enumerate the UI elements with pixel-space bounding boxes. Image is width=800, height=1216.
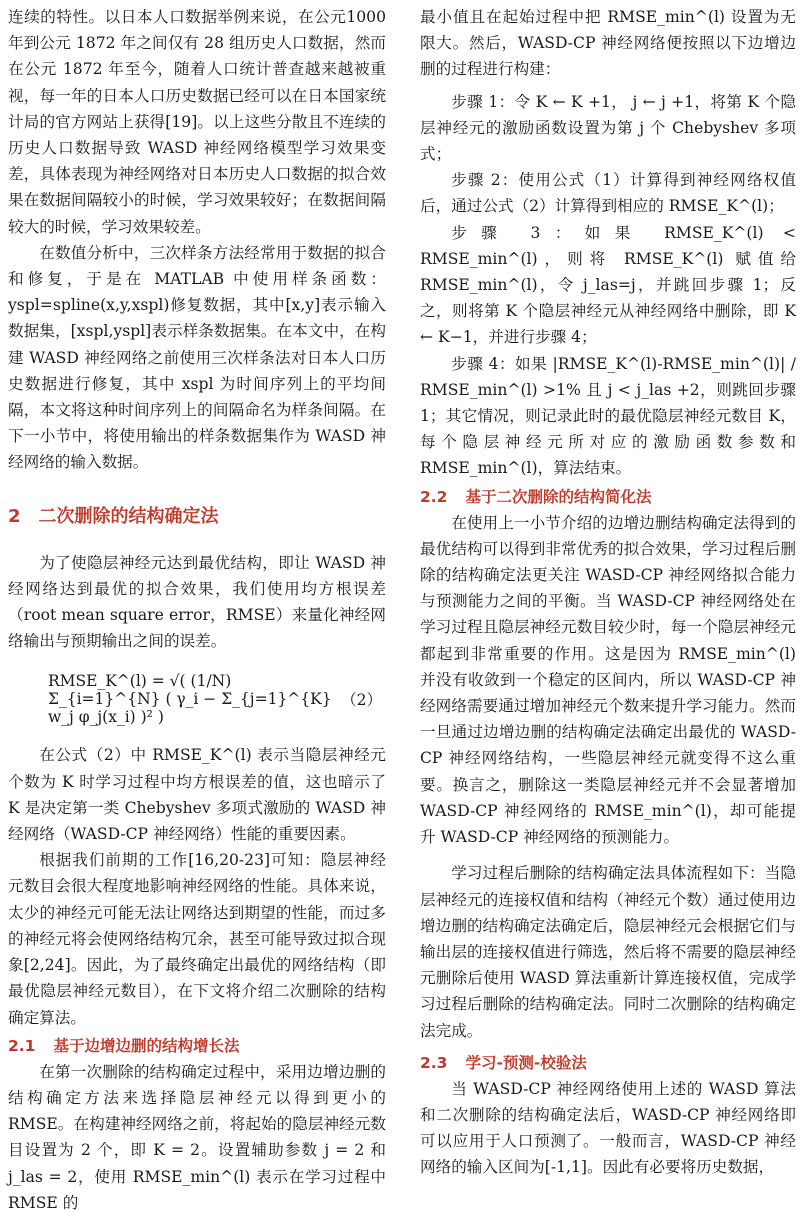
- section-heading: [8, 504, 386, 530]
- equation-body: RMSE_K^(l) = √( (1/N) Σ_{i=1}^{N} ( γ_i − Σ_{j=1}^{K} w_j φ_j(x_i) )² ): [48, 672, 332, 727]
- paragraph: 当 WASD-CP 神经网络使用上述的 WASD 算法和二次删除的结构确定法后，WASD-CP 神经网络即可以应用于人口预测了。一般而言，WASD-CP 神经网络的输入区间为[-1,1]。因此有必要将历史数据，: [420, 1079, 796, 1177]
- paragraph: 在使用上一小节介绍的边增边删结构确定法得到的最优结构可以得到非常优秀的拟合效果，学习过程后删除的结构确定法更关注 WASD-CP 神经网络拟合能力与预测能力之间的平衡。当 WASD-CP 神经网络处在学习过程且隐层神经元数目较少时，每一个隐层神经元都起到非常重要的作用。这是因为 RMSE_min^(l) 并没有收敛到一个稳定的区间内，所以 WASD-CP 神经网络需要通过增加神经元个数来提升学习能力。然而一旦通过边增边删的结构确定法确定出最优的 WASD-CP 神经网络结构，一些隐层神经元就变得不这么重要。换言之，删除这一类隐层神经元并不会显著增加 WASD-CP 神经网络的 RMSE_min^(l)，却可能提升 WASD-CP 神经网络的预测能力。: [420, 513, 796, 847]
- paragraph: 为了使隐层神经元达到最优结构，即让 WASD 神经网络达到最优的拟合效果，我们使用均方根误差（root mean square error，RMSE）来量化神经网络输出与预期输出之间的误差。: [8, 553, 386, 651]
- subsection-number: 2.3: [420, 1053, 448, 1072]
- equation-number: （2）: [341, 691, 382, 710]
- paragraph: 连续的特性。以日本人口数据举例来说，在公元1000年到公元 1872 年之间仅有 28 组历史人口数据，然而在公元 1872 年至今，随着人口统计普查越来越被重视，每一年的日本人口历史数据已经可以在日本国家统计局的官方网站上获得[19]。以上这些分散且不连续的历史人口数据导致 WASD 神经网络模型学习效果变差，具体表现为神经网络对日本历史人口数据的拟合效果在数据间隔较小的时候，学习效果较好；在数据间隔较大的时候，学习效果较差。: [8, 8, 386, 236]
- section-title: 二次删除的结构确定法: [38, 505, 219, 527]
- equation-2: [8, 660, 386, 738]
- paragraph: 在公式（2）中 RMSE_K^(l) 表示当隐层神经元个数为 K 时学习过程中均方根误差的值，这也暗示了 K 是决定第一类 Chebyshev 多项式激励的 WASD 神经网络（WASD-CP 神经网络）性能的重要因素。: [8, 746, 386, 844]
- subsection-heading: [420, 1050, 796, 1076]
- subsection-title: 基于边增边删的结构增长法: [53, 1036, 240, 1055]
- subsection-title: 学习-预测-校验法: [465, 1053, 587, 1072]
- paragraph: 最小值且在起始过程中把 RMSE_min^(l) 设置为无限大。然后，WASD-CP 神经网络便按照以下边增边删的过程进行构建：: [420, 8, 796, 79]
- paragraph: 在第一次删除的结构确定过程中，采用边增边删的结构确定方法来选择隐层神经元以得到更小的 RMSE。在构建神经网络之前，将起始的隐层神经元数目设置为 2 个，即 K = 2。设置辅助参数 j = 2 和 j_las = 2，使用 RMSE_min^(l) 表示在学习过程中 RMSE 的: [8, 1062, 386, 1212]
- algorithm-step-2: 步骤 2：使用公式（1）计算得到神经网络权值后，通过公式（2）计算得到相应的 RMSE_K^(l)；: [420, 171, 796, 216]
- left-column: [8, 0, 386, 1216]
- right-column: [420, 0, 796, 1181]
- subsection-heading: [8, 1033, 386, 1059]
- paragraph: 在数值分析中，三次样条方法经常用于数据的拟合和修复，于是在 MATLAB 中使用样条函数：yspl=spline(x,y,xspl)修复数据，其中[x,y]表示输入数据集，[xspl,yspl]表示样条数据集。在本文中，在构建 WASD 神经网络之前使用三次样条法对日本人口历史数据进行修复，其中 xspl 为时间序列上的平均间隔，本文将这种时间序列上的间隔命名为样条间隔。在下一小节中，将使用输出的样条数据集作为 WASD 神经网络的输入数据。: [8, 243, 386, 472]
- algorithm-step-3: 步骤 3：如果 RMSE_K^(l) < RMSE_min^(l)，则将 RMSE_K^(l) 赋值给 RMSE_min^(l)，令 j_las=j，并跳回步骤 1；反之，则将第 K 个隐层神经元从神经网络中删除，即 K ← K−1，并进行步骤 4；: [420, 223, 796, 347]
- algorithm-step-1: 步骤 1：令 K ← K +1， j ← j +1，将第 K 个隐层神经元的激励函数设置为第 j 个 Chebyshev 多项式；: [420, 92, 796, 164]
- algorithm-step-4: 步骤 4：如果 |RMSE_K^(l)-RMSE_min^(l)| / RMSE_min^(l) >1% 且 j < j_las +2，则跳回步骤 1；其它情况，则记录此时的最优隐层神经元数目 K，每个隐层神经元所对应的激励函数参数和 RMSE_min^(l)，算法结束。: [420, 354, 796, 478]
- subsection-number: 2.1: [8, 1036, 36, 1055]
- section-number: 2: [8, 505, 21, 527]
- paragraph: 根据我们前期的工作[16,20-23]可知：隐层神经元数目会很大程度地影响神经网络的性能。具体来说，太少的神经元可能无法让网络达到期望的性能，而过多的神经元将会使网络结构冗余，甚至可能导致过拟合现象[2,24]。因此，为了最终确定出最优的网络结构（即最优隐层神经元数目），在下文将介绍二次删除的结构确定算法。: [8, 851, 386, 1027]
- subsection-title: 基于二次删除的结构简化法: [465, 487, 652, 506]
- subsection-number: 2.2: [420, 487, 448, 506]
- subsection-heading: [420, 484, 796, 510]
- paragraph: 学习过程后删除的结构确定法具体流程如下：当隐层神经元的连接权值和结构（神经元个数）通过使用边增边删的结构确定法确定后，隐层神经元会根据它们与输出层的连接权值进行筛选，然后将不需要的隐层神经元删除后使用 WASD 算法重新计算连接权值，完成学习过程后删除的结构确定法。同时二次删除的结构确定法完成。: [420, 864, 796, 1040]
